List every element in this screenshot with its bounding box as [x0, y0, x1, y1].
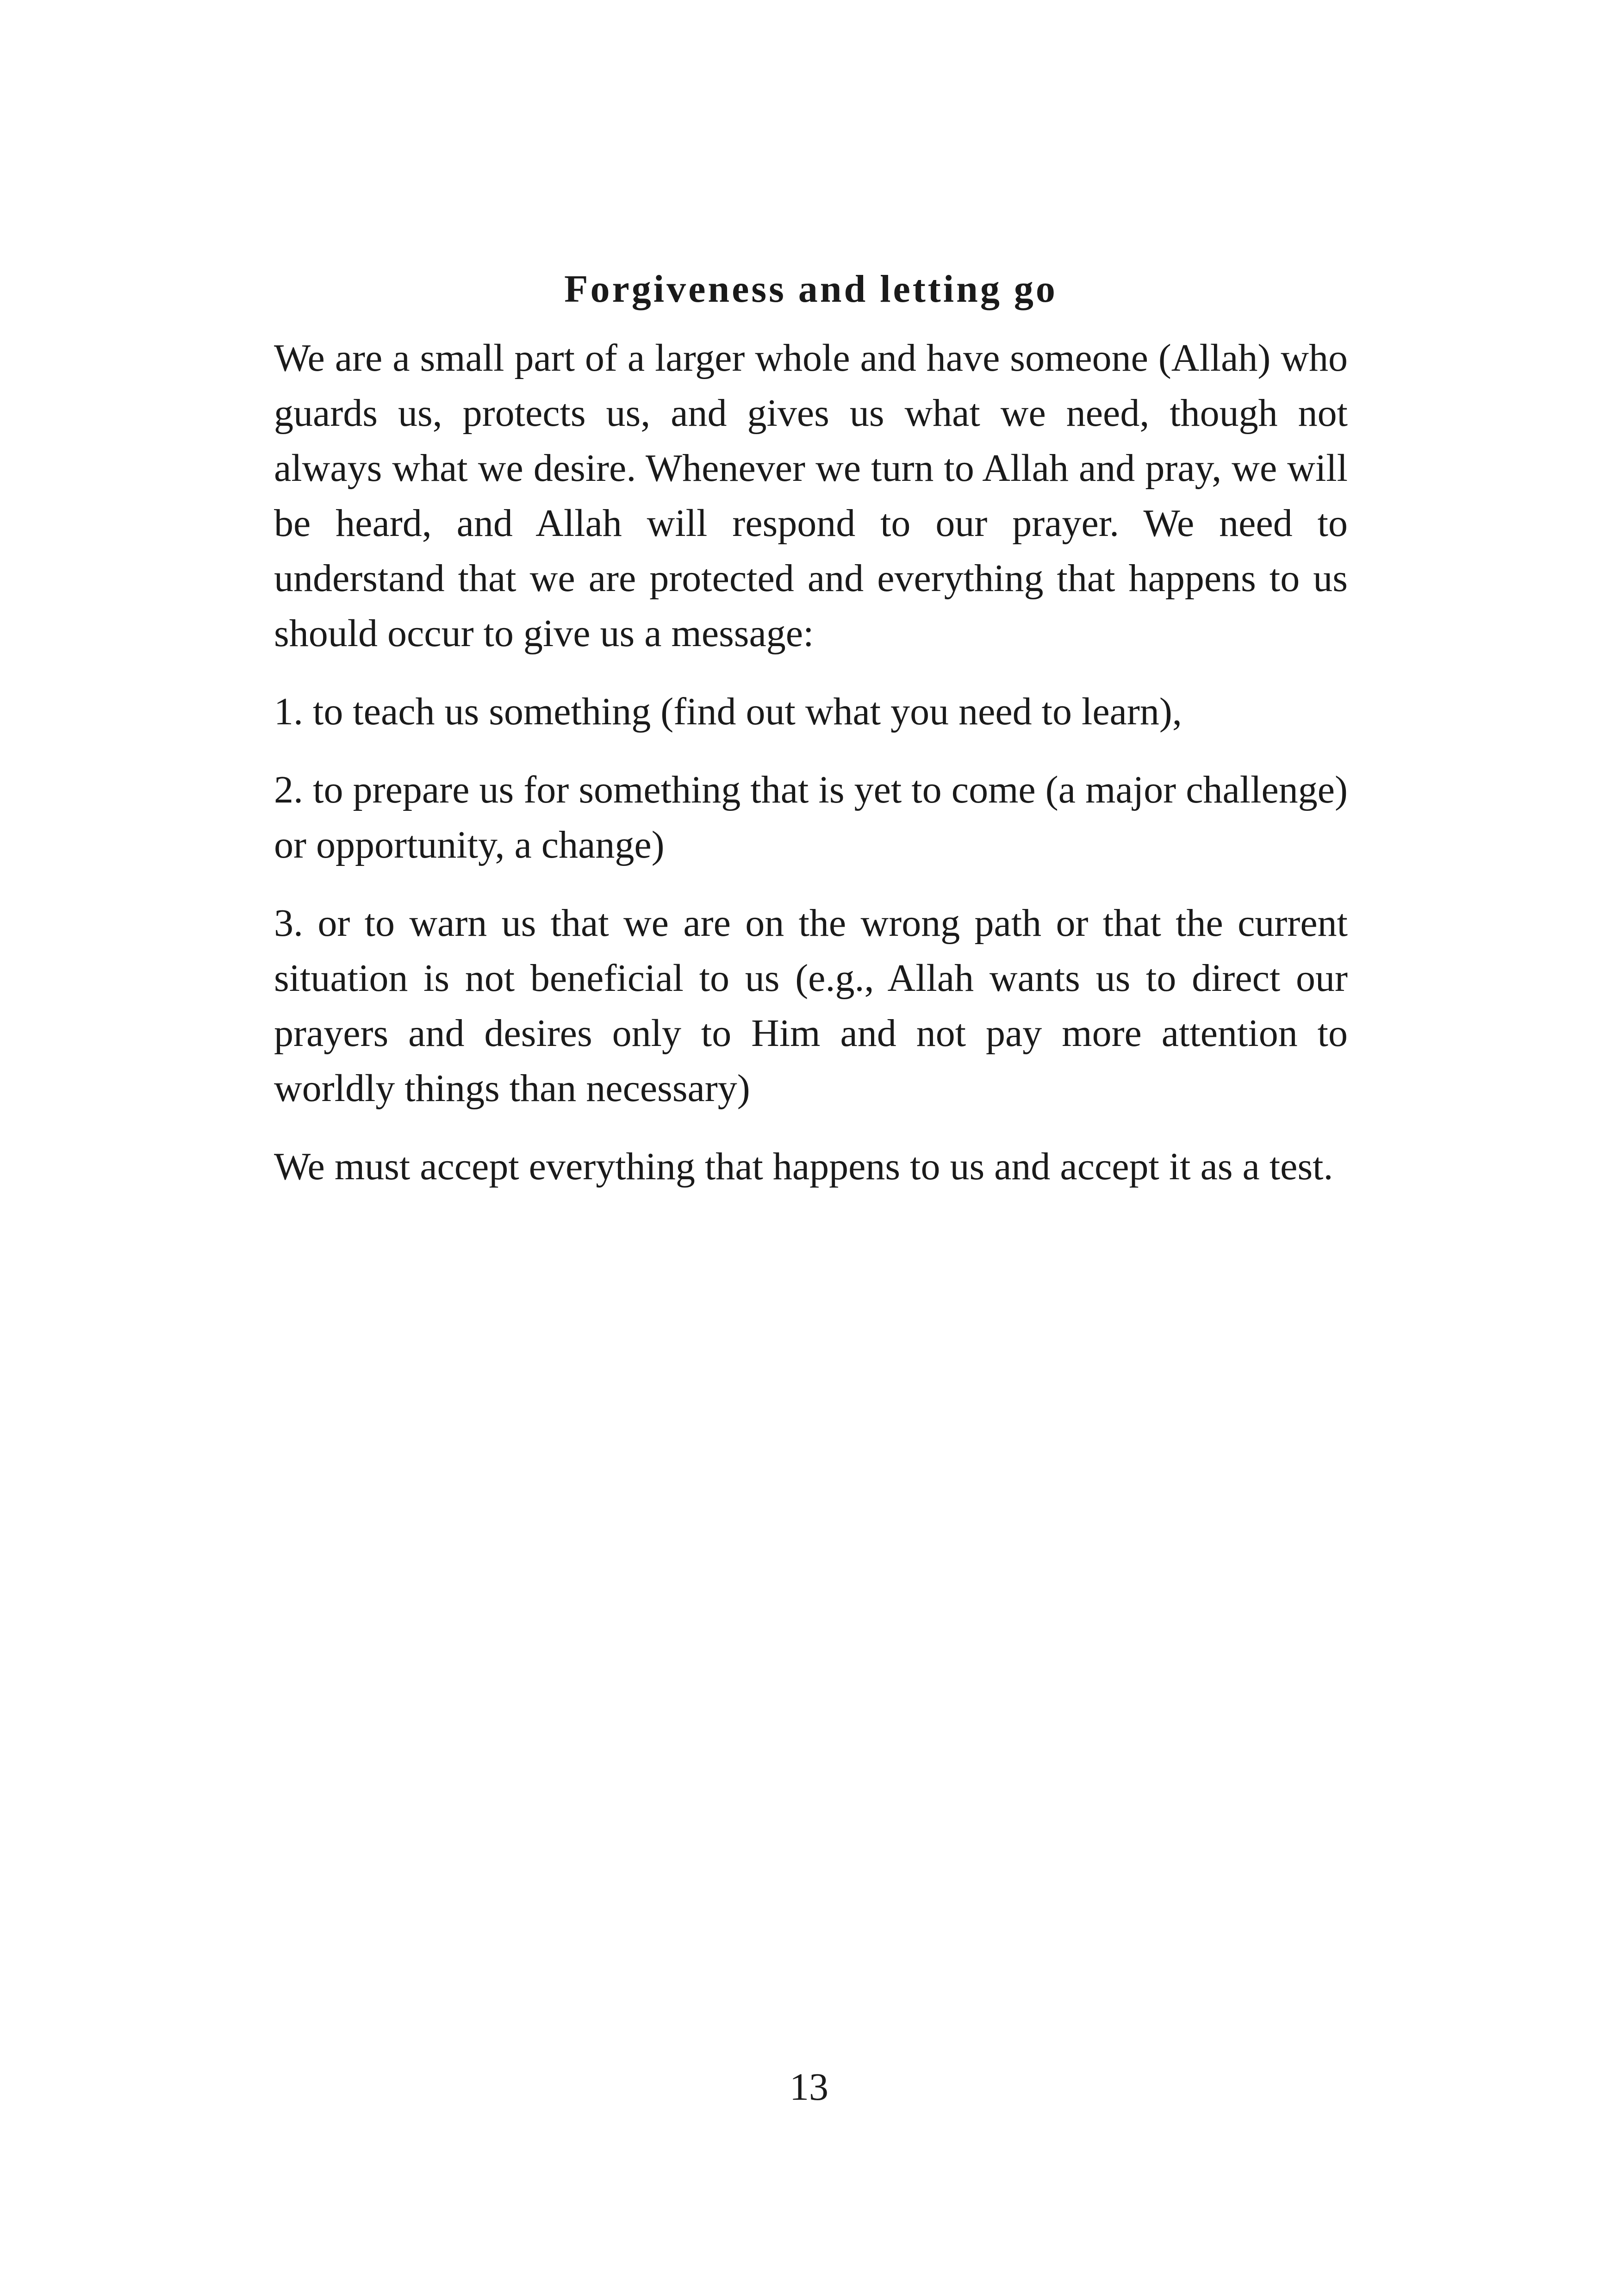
list-item-1: 1. to teach us something (find out what you need to learn), — [274, 690, 1182, 733]
list-item-3: 3. or to warn us that we are on the wrong path or that the current situation is not beneficial to us (e.g., Allah wants us to direct our prayers and desires only to Him and not pay more attention to worldly things than necessary) — [274, 902, 1348, 1110]
list-item-2: 2. to prepare us for something that is yet to come (a major challenge) or opportunity, a change) — [274, 768, 1348, 866]
closing-paragraph: We must accept everything that happens to us and accept it as a test. — [274, 1145, 1333, 1188]
text-block — [274, 264, 1348, 1217]
section-heading: Forgiveness and letting go — [564, 268, 1058, 311]
intro-paragraph: We are a small part of a larger whole and have someone (Allah) who guards us, protects us, and gives us what we need, though not always what we desire. Whenever we turn to Allah and pray, we will be heard, and Allah will respond to our prayer. We need to understand that we are protected and everything that happens to us should occur to give us a message: — [274, 336, 1348, 655]
page-number: 13 — [790, 2066, 828, 2109]
